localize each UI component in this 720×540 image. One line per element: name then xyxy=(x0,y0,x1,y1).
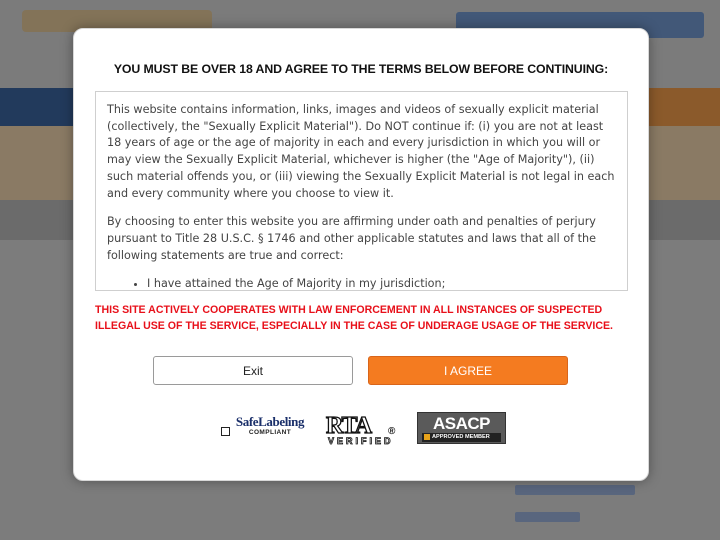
rta-title: RTA xyxy=(326,413,372,439)
terms-paragraph: This website contains information, links, images and videos of sexually explicit material (collectively, the "Sexually Explicit Material"). Do NOT continue if: (i) you are not at least 18 years of age or the age of majority in each and every jurisdiction in which you will or may view the Sexually Explicit Material, whichever is higher (the "Age of Majority"), (ii) such material offends you, or (iii) viewing the Sexually Explicit Material is not legal in each and every community where you choose to view it. xyxy=(107,103,615,200)
asacp-logo xyxy=(417,412,506,444)
terms-list xyxy=(107,276,616,291)
rta-subtitle: VERIFIED xyxy=(328,436,394,446)
safelabeling-subtitle: COMPLIANT xyxy=(248,429,292,436)
terms-list-item: • I have attained the Age of Majority in my jurisdiction; xyxy=(147,276,616,291)
exit-button[interactable]: Exit xyxy=(153,356,353,385)
check-icon xyxy=(424,434,430,440)
age-verification-modal xyxy=(73,28,649,481)
terms-paragraph: By choosing to enter this website you are affirming under oath and penalties of perjury pursuant to Title 28 U.S.C. § 1746 and other applicable statutes and laws that all of the following statements are true and correct: xyxy=(107,215,597,262)
safelabeling-title: SafeLabeling xyxy=(235,414,305,429)
checkbox-icon xyxy=(221,427,230,436)
rta-registered-mark: ® xyxy=(388,426,396,437)
modal-title: YOU MUST BE OVER 18 AND AGREE TO THE TERMS BELOW BEFORE CONTINUING: xyxy=(113,62,609,76)
rta-verified-logo xyxy=(318,412,402,446)
law-enforcement-warning: THIS SITE ACTIVELY COOPERATES WITH LAW ENFORCEMENT IN ALL INSTANCES OF SUSPECTED ILLEGAL USE OF THE SERVICE, ESPECIALLY IN THE CASE OF UNDERAGE USAGE OF THE SERVICE. xyxy=(95,304,614,332)
asacp-subtitle: APPROVED MEMBER xyxy=(422,433,501,442)
safelabeling-logo xyxy=(234,415,306,445)
agree-button[interactable]: I AGREE xyxy=(368,356,568,385)
asacp-title: ASACP xyxy=(432,414,490,433)
terms-scroll-box[interactable] xyxy=(95,91,628,291)
compliance-badges xyxy=(74,410,648,450)
